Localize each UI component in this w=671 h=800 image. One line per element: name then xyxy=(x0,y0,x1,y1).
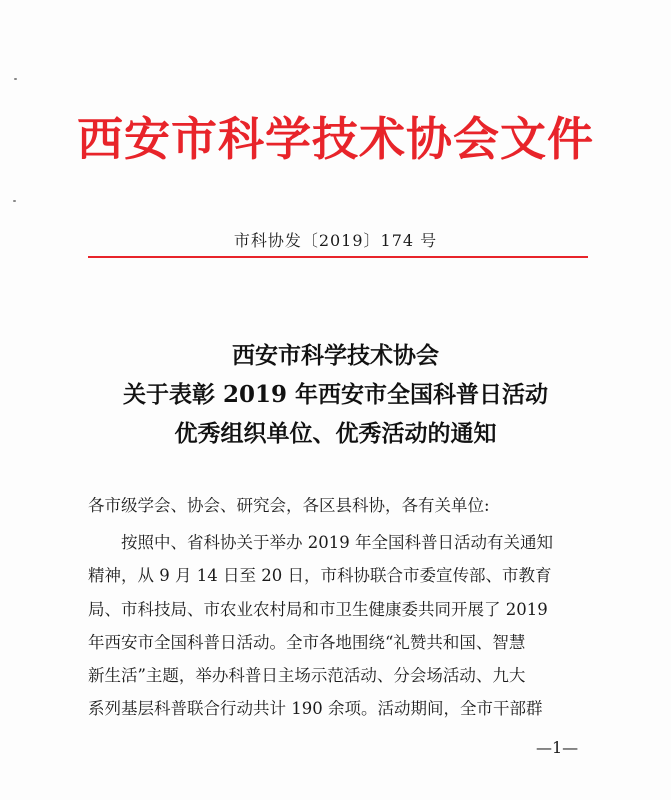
body-line: 精神，从 9 月 14 日至 20 日，市科协联合市委宣传部、市教育 xyxy=(88,566,552,586)
page-number: —1— xyxy=(536,738,579,757)
scan-speck xyxy=(14,78,17,80)
document-header-title: 西安市科学技术协会文件 xyxy=(77,112,594,166)
document-number: 市科协发〔2019〕174 号 xyxy=(233,231,438,250)
notice-title-line-3: 优秀组织单位、优秀活动的通知 xyxy=(174,420,497,447)
body-paragraph xyxy=(88,526,588,726)
body-line: 年西安市全国科普日活动。全市各地围绕“礼赞共和国、智慧 xyxy=(88,632,526,652)
body-line: 新生活”主题，举办科普日主场示范活动、分会场活动、九大 xyxy=(88,666,526,686)
notice-title xyxy=(0,336,671,453)
notice-title-line-2: 关于表彰 2019 年西安市全国科普日活动 xyxy=(122,381,549,408)
red-divider-line xyxy=(88,256,588,258)
body-line: 按照中、省科协关于举办 2019 年全国科普日活动有关通知 xyxy=(121,533,553,552)
scan-speck xyxy=(13,200,16,202)
body-line: 局、市科技局、市农业农村局和市卫生健康委共同开展了 2019 xyxy=(88,599,548,619)
body-line: 系列基层科普联合行动共计 190 余项。活动期间，全市干部群 xyxy=(88,699,543,719)
notice-title-line-1: 西安市科学技术协会 xyxy=(232,342,439,369)
salutation: 各市级学会、协会、研究会，各区县科协，各有关单位: xyxy=(88,496,490,515)
